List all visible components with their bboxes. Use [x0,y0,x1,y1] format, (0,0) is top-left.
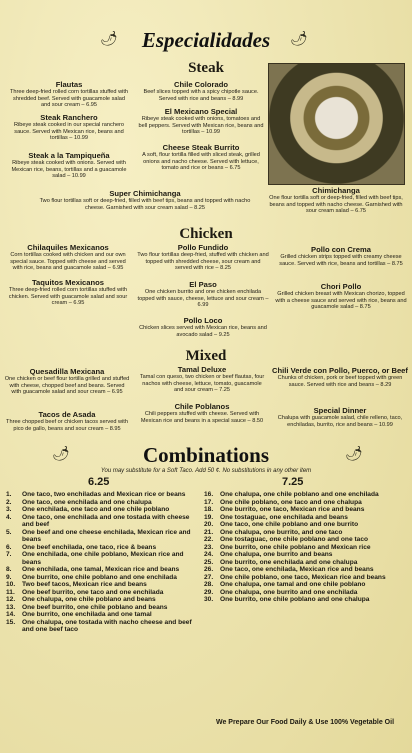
item-name: Chili Verde con Pollo, Puerco, or Beef [272,366,408,375]
combo-text: One chile poblano, one taco, Mexican rice and beans [220,573,386,581]
combo-number: 10. [6,581,16,588]
combo-number: 26. [204,566,214,573]
pepper-icon: 🌶 [290,30,308,46]
combo-number: 1. [6,491,12,498]
combo-text: One taco, one enchilada, Mexican rice and beans [220,566,374,573]
item-description: Three deep-fried rolled corn tortillas stuffed with chicken. Served with guacamole salad and sour cream – 6.95 [8,287,128,307]
combo-number: 30. [204,596,214,603]
item-name: Tamal Deluxe [177,365,227,374]
combo-item [204,566,408,574]
combo-number: 28. [204,581,214,588]
item-name: Chile Poblanos [174,402,230,411]
item-name: Chori Pollo [320,282,362,291]
combo-item [6,581,200,589]
menu-item [8,151,130,180]
combo-item [6,499,200,507]
item-description: Grilled chicken breast with Mexican chorizo, topped with a cheese sauce and served with rice, beans and guacamole salad – 8.75 [275,291,407,311]
combo-text: One burrito, one chile poblano and one enchilada [22,573,177,581]
combo-number: 7. [6,551,12,558]
combo-item [204,521,408,529]
menu-item [8,80,130,109]
item-name: Flautas [55,80,83,89]
menu-item [137,365,267,394]
combo-list-left [6,491,200,634]
menu-item [272,406,408,428]
combo-number: 8. [6,566,12,573]
combo-item [204,589,408,597]
item-description: Chunks of chicken, pork or beef topped with green sauce. Served with rice and beans – 8.29 [277,375,403,388]
menu-item [4,367,130,396]
item-description: A soft, flour tortilla filled with sliced steak, grilled onions and nacho cheese. Served with lettuce, tomato and rice or beans – 6.75 [142,152,260,172]
combo-number: 6. [6,543,12,551]
item-name: Chile Colorado [173,80,228,89]
combo-text: One burrito, one enchilada and one tamal [22,611,152,618]
menu-item [6,278,130,307]
combo-text: One chalupa, one burrito and beans [220,551,333,558]
combo-text: One chile poblano, one taco and one chalupa [220,498,362,506]
combo-text: One taco, two enchiladas and Mexican rice or beans [22,491,186,498]
combo-text: One taco, one enchilada and one chalupa [22,498,152,506]
page-title: Especialidades [141,28,271,52]
combo-text: One beef burrito, one taco and one enchilada [22,588,164,596]
combo-number: 25. [204,558,214,566]
item-name: Cheese Steak Burrito [162,143,240,152]
item-name: Pollo Loco [183,316,223,325]
combo-number: 20. [204,521,214,528]
chimichanga-photo [268,63,405,185]
section-heading-chicken: Chicken [179,226,233,242]
item-description: Chili peppers stuffed with cheese. Served with Mexican rice and beans in a special sauce – 8.50 [140,411,264,424]
combo-text: Two beef tacos, Mexican rice and beans [22,581,147,588]
combo-item [204,551,408,559]
menu-item [137,402,267,424]
item-name: Pollo Fundido [177,243,229,252]
combo-item [204,514,408,522]
combo-item [6,596,200,604]
menu-item [8,113,130,142]
combo-text: One enchilada, one chile poblano, Mexican rice and beans [22,551,184,566]
combo-text: One chalupa, one tamal and one chile poblano [220,581,366,588]
combo-number: 15. [6,618,16,626]
menu-item [4,410,130,432]
combo-number: 19. [204,513,214,521]
pepper-icon: 🌶 [100,30,118,46]
menu-item [6,243,130,272]
menu-item [274,245,408,267]
combo-item [6,551,200,566]
price-left: 6.25 [88,476,110,488]
item-description: Beef slices topped with a spicy chipotle sauce. Served with rice and beans – 8.99 [143,89,259,102]
combo-item [6,514,200,529]
combo-item [204,491,408,499]
combo-text: One burrito, one chile poblano and Mexican rice [220,543,371,551]
item-description: Grilled chicken strips topped with creamy cheese sauce. Served with rice, beans and tortillas – 8.75 [279,254,403,267]
item-description: Ribeye steak cooked with onions, tomatoes and bell peppers. Served with Mexican rice, beans and tortillas – 10.99 [138,116,264,136]
item-description: One chicken burrito and one chicken enchilada topped with sauce, cheese, lettuce and sour cream – 6.99 [137,289,269,309]
pepper-icon: 🌶 [345,445,363,461]
pepper-icon: 🌶 [52,445,70,461]
menu-item [274,282,408,311]
item-name: Special Dinner [313,406,367,415]
menu-item [30,189,260,211]
item-description: Ribeye steak cooked with onions. Served with Mexican rice, beans, tortillas and a guacamole salad – 10.99 [11,160,127,180]
item-description: Two flour tortillas deep-fried, stuffed with chicken and topped with shredded cheese, sour cream and served with rice – 8.25 [137,252,269,272]
combo-text: One burrito, one taco, Mexican rice and beans [220,506,365,513]
item-description: Three chopped beef or chicken tacos served with pico de gallo, beans and sour cream – 8.95 [6,419,128,432]
section-heading-steak: Steak [188,60,224,76]
item-name: Tacos de Asada [38,410,96,419]
item-name: Pollo con Crema [311,245,371,254]
item-description: Tamal con queso, two chicken or beef flautas, four nachos with cheese, lettuce, tomato, guacamole and sour cream – 7.25 [139,374,265,394]
combo-text: One beef and one cheese enchilada, Mexican rice and beans [22,528,191,543]
item-name: Chimichanga [312,186,360,195]
combo-text: One chalupa, one burrito and one enchilada [220,588,358,596]
combo-item [6,566,200,574]
menu-item [138,107,264,136]
combo-item [204,596,408,604]
menu-item [266,186,406,215]
section-heading-mixed: Mixed [185,348,227,364]
item-name: Steak a la Tampiqueña [28,151,110,160]
combo-item [6,589,200,597]
substitution-note: You may substitute for a Soft Taco. Add 50 ¢. No substitutions in any other item [100,468,312,474]
combo-item [204,581,408,589]
item-description: Chicken slices served with Mexican rice, beans and avocado salad – 9.25 [139,325,267,338]
combo-number: 12. [6,596,16,603]
combo-item [6,544,200,552]
item-name: Quesadilla Mexicana [29,367,105,376]
combo-list-right [204,491,408,604]
combo-number: 24. [204,551,214,558]
combo-text: One burrito, one enchilada and one chalupa [220,558,358,566]
item-description: Three deep-fried rolled corn tortillas stuffed with shredded beef. Served with guacamole salad and sour cream – 6.95 [9,89,129,109]
price-right: 7.25 [282,476,304,488]
combo-item [204,544,408,552]
combo-text: One chalupa, one chile poblano and one enchilada [220,491,379,498]
item-description: Two flour tortillas soft or deep-fried, filled with beef tips, beans and topped with nacho cheese. Garnished with sour cream salad – 8.25 [39,198,251,211]
combo-number: 23. [204,543,214,551]
combo-item [6,574,200,582]
combo-item [204,559,408,567]
combo-item [6,506,200,514]
menu-item [138,143,264,172]
combo-item [204,499,408,507]
combo-item [6,491,200,499]
item-name: El Paso [189,280,217,289]
combo-number: 16. [204,491,214,498]
combo-text: One enchilada, one taco and one chile poblano [22,506,170,513]
combo-number: 29. [204,588,214,596]
item-description: Chalupa with guacamole salad, chile relleno, taco, enchiladas, burrito, rice and beans – 10.99 [277,415,403,428]
item-description: Corn tortillas cooked with chicken and our own special sauce. Topped with cheese and served with rice, beans and guacamole salad – 6.95 [10,252,126,272]
item-name: Steak Ranchero [40,113,98,122]
combo-item [204,536,408,544]
combo-text: One chalupa, one chile poblano and beans [22,596,156,603]
combo-item [204,506,408,514]
item-description: One chicken or beef flour tortilla grilled and stuffed with cheese, chopped beef and beans. Served with guacamole salad and sour cream – 6.95 [4,376,130,396]
combo-item [6,604,200,612]
combo-number: 5. [6,528,12,536]
combo-item [204,529,408,537]
combo-text: One chalupa, one tostada with nacho cheese and beef and one beef taco [22,618,192,633]
combo-text: One chalupa, one burrito, and one taco [220,528,343,536]
menu-item [137,316,269,338]
combo-number: 14. [6,611,16,618]
item-name: Chilaquiles Mexicanos [27,243,109,252]
combo-number: 18. [204,506,214,513]
menu-item [138,80,264,102]
combo-text: One enchilada, one tamal, Mexican rice and beans [22,566,180,573]
combo-number: 3. [6,506,12,513]
combo-text: One tostaguac, one chile poblano and one taco [220,536,369,543]
combo-number: 4. [6,513,12,521]
combo-number: 17. [204,498,214,506]
combo-text: One taco, one enchilada and one tostada with cheese and beef [22,513,190,528]
combo-text: One tostaguac, one enchilada and beans [220,513,348,521]
menu-item [137,243,269,272]
item-name: Super Chimichanga [109,189,181,198]
combo-item [6,611,200,619]
footer-note: We Prepare Our Food Daily & Use 100% Vegetable Oil [215,719,395,726]
combo-item [6,619,200,634]
combo-number: 13. [6,603,16,611]
combo-number: 11. [6,588,15,596]
combo-text: One beef enchilada, one taco, rice & beans [22,543,157,551]
item-description: Ribeye steak cooked in our special ranchero sauce. Served with Mexican rice, beans and tortillas – 10.99 [13,122,125,142]
item-name: Taquitos Mexicanos [31,278,104,287]
combo-text: One burrito, one chile poblano and one chalupa [220,596,370,603]
combo-number: 22. [204,536,214,543]
item-name: El Mexicano Special [164,107,238,116]
combo-number: 21. [204,528,214,536]
combo-text: One taco, one chile poblano and one burrito [220,521,359,528]
combo-item [204,574,408,582]
combo-number: 9. [6,573,12,581]
combo-number: 2. [6,498,12,506]
combinations-heading: Combinations [142,443,270,467]
item-description: One flour tortilla soft or deep-fried, filled with beef tips, beans and topped with nacho cheese. Garnished with sour cream salad – 6.75 [269,195,403,215]
combo-text: One beef burrito, one chile poblano and beans [22,603,168,611]
menu-item [137,280,269,309]
menu-item [272,366,408,388]
combo-number: 27. [204,573,214,581]
combo-item [6,529,200,544]
